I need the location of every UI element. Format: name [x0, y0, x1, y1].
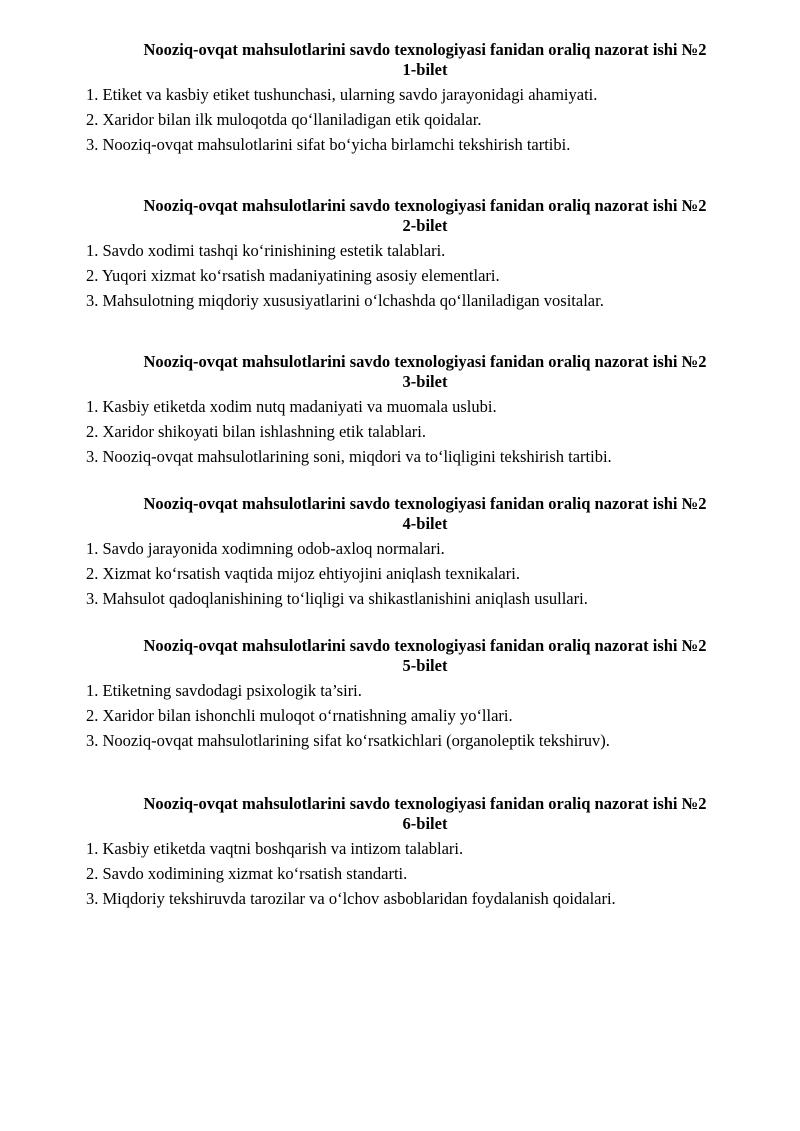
- ticket-title: Nooziq-ovqat mahsulotlarini savdo texnologiyasi fanidan oraliq nazorat ishi №2: [143, 794, 707, 813]
- question-list: [86, 678, 756, 753]
- question-item: 1. Savdo xodimi tashqi ko‘rinishining estetik talablari.: [86, 241, 446, 260]
- question-item: 3. Nooziq-ovqat mahsulotlarining soni, miqdori va to‘liqligini tekshirish tartibi.: [86, 447, 612, 466]
- question-list: [86, 836, 756, 911]
- question-item: 1. Etiket va kasbiy etiket tushunchasi, ularning savdo jarayonidagi ahamiyati.: [86, 85, 598, 104]
- question-item: 2. Savdo xodimining xizmat ko‘rsatish standarti.: [86, 864, 408, 883]
- question-item: 3. Nooziq-ovqat mahsulotlarini sifat bo‘yicha birlamchi tekshirish tartibi.: [86, 135, 571, 154]
- question-item: 1. Kasbiy etiketda xodim nutq madaniyati va muomala uslubi.: [86, 397, 497, 416]
- question-list: [86, 394, 756, 469]
- question-item: 1. Savdo jarayonida xodimning odob-axloq normalari.: [86, 539, 445, 558]
- ticket-title: Nooziq-ovqat mahsulotlarini savdo texnologiyasi fanidan oraliq nazorat ishi №2: [143, 352, 707, 371]
- question-item: 3. Mahsulotning miqdoriy xususiyatlarini o‘lchashda qo‘llaniladigan vositalar.: [86, 291, 604, 310]
- ticket-title: Nooziq-ovqat mahsulotlarini savdo texnologiyasi fanidan oraliq nazorat ishi №2: [143, 196, 707, 215]
- ticket-number: 3-bilet: [402, 372, 448, 391]
- question-item: 2. Yuqori xizmat ko‘rsatish madaniyatining asosiy elementlari.: [86, 266, 500, 285]
- question-item: 2. Xaridor bilan ilk muloqotda qo‘llaniladigan etik qoidalar.: [86, 110, 482, 129]
- ticket-title: Nooziq-ovqat mahsulotlarini savdo texnologiyasi fanidan oraliq nazorat ishi №2: [143, 40, 707, 59]
- question-item: 3. Miqdoriy tekshiruvda tarozilar va o‘lchov asboblaridan foydalanish qoidalari.: [86, 889, 616, 908]
- question-item: 1. Etiketning savdodagi psixologik ta’siri.: [86, 681, 362, 700]
- ticket-number: 6-bilet: [402, 814, 448, 833]
- ticket-number: 4-bilet: [402, 514, 448, 533]
- question-item: 2. Xaridor shikoyati bilan ishlashning etik talablari.: [86, 422, 427, 441]
- question-list: [86, 238, 756, 313]
- question-item: 2. Xaridor bilan ishonchli muloqot o‘rnatishning amaliy yo‘llari.: [86, 706, 513, 725]
- question-list: [86, 82, 756, 157]
- ticket-5: [86, 636, 756, 753]
- ticket-number: 5-bilet: [402, 656, 448, 675]
- ticket-2: [86, 196, 756, 313]
- ticket-4: [86, 494, 756, 611]
- ticket-number: 1-bilet: [402, 60, 448, 79]
- ticket-title: Nooziq-ovqat mahsulotlarini savdo texnologiyasi fanidan oraliq nazorat ishi №2: [143, 636, 707, 655]
- ticket-1: [86, 40, 756, 157]
- ticket-number: 2-bilet: [402, 216, 448, 235]
- question-list: [86, 536, 756, 611]
- ticket-6: [86, 794, 756, 911]
- ticket-3: [86, 352, 756, 469]
- question-item: 2. Xizmat ko‘rsatish vaqtida mijoz ehtiyojini aniqlash texnikalari.: [86, 564, 520, 583]
- ticket-title: Nooziq-ovqat mahsulotlarini savdo texnologiyasi fanidan oraliq nazorat ishi №2: [143, 494, 707, 513]
- question-item: 3. Nooziq-ovqat mahsulotlarining sifat ko‘rsatkichlari (organoleptik tekshiruv).: [86, 731, 610, 750]
- question-item: 3. Mahsulot qadoqlanishining to‘liqligi va shikastlanishini aniqlash usullari.: [86, 589, 588, 608]
- question-item: 1. Kasbiy etiketda vaqtni boshqarish va intizom talablari.: [86, 839, 464, 858]
